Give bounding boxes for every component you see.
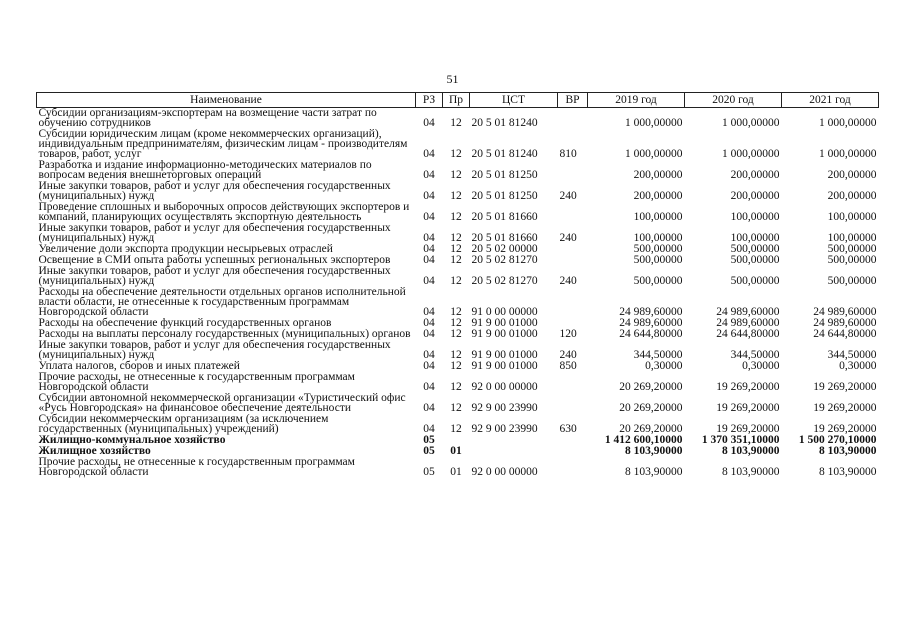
cell-2021: 19 269,20000 [813,423,877,435]
cell-2019: 200,00000 [633,190,683,202]
header-rz: РЗ [416,93,443,108]
cell-name: Иные закупки товаров, работ и услуг для обеспечения государственных (муниципальных) нужд [38,339,391,361]
table-row [37,414,879,435]
cell-2021: 1 000,00000 [819,117,877,129]
cell-2020: 100,00000 [730,211,780,223]
cell-2021: 100,00000 [827,232,877,244]
cell-2019: 100,00000 [633,211,683,223]
header-vr: ВР [558,93,588,108]
cell-vr: 850 [559,360,577,372]
header-name: Наименование [37,93,416,108]
cell-2021: 200,00000 [827,169,877,181]
cell-cst: 92 9 00 23990 [471,423,538,435]
cell-2020: 24 644,80000 [716,328,780,340]
cell-2020: 1 370 351,10000 [701,434,780,446]
cell-cst: 20 5 01 81660 [471,211,538,223]
cell-name: Расходы на обеспечение деятельности отдельных органов исполнительной власти области, не отнесенные к государственным программам Новгородской области [38,286,406,318]
cell-2020: 500,00000 [730,243,780,255]
cell-2021: 100,00000 [827,211,877,223]
cell-name: Уплата налогов, сборов и иных платежей [38,360,240,372]
cell-2019: 500,00000 [633,275,683,287]
cell-pr: 12 [450,211,462,223]
cell-vr [558,446,588,457]
cell-name: Субсидии некоммерческим организациям (за исключением государственных (муниципальных) учреждений) [38,413,329,435]
cell-rz: 04 [423,423,435,435]
cell-name: Иные закупки товаров, работ и услуг для обеспечения государственных (муниципальных) нужд [38,265,391,287]
header-2019: 2019 год [588,93,685,108]
cell-cst: 91 0 00 00000 [471,306,538,318]
cell-name: Прочие расходы, не отнесенные к государственным программам Новгородской области [38,456,355,478]
cell-name: Иные закупки товаров, работ и услуг для обеспечения государственных (муниципальных) нужд [38,222,391,244]
cell-vr [558,244,588,255]
cell-rz: 04 [423,148,435,160]
cell-2019: 8 103,90000 [625,445,683,457]
cell-rz: 04 [423,117,435,129]
cell-cst: 91 9 00 01000 [471,317,538,329]
cell-2019: 0,30000 [645,360,683,372]
cell-2020: 19 269,20000 [716,402,780,414]
cell-pr: 12 [450,169,462,181]
cell-rz: 04 [423,232,435,244]
cell-rz: 04 [423,169,435,181]
cell-cst: 20 5 02 81270 [471,275,538,287]
cell-2020: 344,50000 [730,349,780,361]
cell-2019: 8 103,90000 [625,466,683,478]
cell-pr: 12 [450,317,462,329]
cell-vr [558,372,588,393]
cell-name: Увеличение доли экспорта продукции несырьевых отраслей [38,243,333,255]
cell-2019: 200,00000 [633,169,683,181]
cell-vr: 810 [559,148,577,160]
table-row [37,108,879,130]
cell-2020: 19 269,20000 [716,423,780,435]
cell-2021: 500,00000 [827,243,877,255]
cell-name: Субсидии юридическим лицам (кроме некоммерческих организаций), индивидуальным предпринимателям, физическим лицам - производителям товаров, работ, услуг [38,128,408,160]
cell-cst: 20 5 01 81660 [471,232,538,244]
cell-2021: 500,00000 [827,275,877,287]
cell-2021: 500,00000 [827,254,877,266]
cell-pr: 12 [450,349,462,361]
table-row [37,202,879,223]
cell-2021: 344,50000 [827,349,877,361]
cell-pr: 12 [450,328,462,340]
cell-cst: 92 0 00 00000 [471,381,538,393]
cell-rz: 04 [423,254,435,266]
cell-2021: 24 989,60000 [813,306,877,318]
cell-vr [558,435,588,446]
cell-2020: 8 103,90000 [722,466,780,478]
cell-2020: 500,00000 [730,254,780,266]
cell-cst: 20 5 02 81270 [471,254,538,266]
cell-2019: 24 644,80000 [619,328,683,340]
cell-rz: 05 [423,434,435,446]
cell-rz: 05 [423,445,435,457]
cell-rz: 04 [423,211,435,223]
cell-2021: 200,00000 [827,190,877,202]
cell-cst: 20 5 02 00000 [471,243,538,255]
cell-2019: 1 412 600,10000 [604,434,683,446]
cell-rz: 04 [423,317,435,329]
table-row [37,266,879,287]
cell-2020: 0,30000 [742,360,780,372]
cell-name: Расходы на обеспечение функций государственных органов [38,317,332,329]
cell-pr: 12 [450,232,462,244]
cell-vr: 240 [559,190,577,202]
table-row [37,160,879,181]
cell-vr [558,202,588,223]
cell-2019: 500,00000 [633,243,683,255]
cell-rz: 04 [423,275,435,287]
cell-2020: 1 000,00000 [722,117,780,129]
cell-name: Субсидии автономной некоммерческой организации «Туристический офис «Русь Новгородская» на финансовое обеспечение деятельности [38,392,406,414]
cell-pr: 12 [450,360,462,372]
cell-name: Жилищное хозяйство [38,445,151,457]
cell-cst: 91 9 00 01000 [471,328,538,340]
cell-2021: 8 103,90000 [819,466,877,478]
cell-pr: 12 [450,402,462,414]
cell-pr: 12 [450,423,462,435]
table-row [37,287,879,318]
cell-rz: 04 [423,360,435,372]
cell-cst: 20 5 01 81250 [471,169,538,181]
cell-cst: 91 9 00 01000 [471,360,538,372]
cell-2019: 344,50000 [633,349,683,361]
cell-name: Жилищно-коммунальное хозяйство [38,434,226,446]
cell-pr: 12 [450,275,462,287]
cell-2020: 8 103,90000 [722,445,780,457]
cell-pr: 12 [450,148,462,160]
header-cst: ЦСТ [470,93,558,108]
cell-2019: 1 000,00000 [625,117,683,129]
cell-cst: 92 0 00 00000 [471,466,538,478]
cell-pr: 12 [450,306,462,318]
header-2021: 2021 год [782,93,879,108]
cell-name: Расходы на выплаты персоналу государственных (муниципальных) органов [38,328,411,340]
cell-rz: 04 [423,349,435,361]
cell-cst [470,435,558,446]
cell-2019: 24 989,60000 [619,317,683,329]
cell-cst: 20 5 01 81240 [471,117,538,129]
cell-2019: 500,00000 [633,254,683,266]
cell-2019: 100,00000 [633,232,683,244]
table-row [37,340,879,361]
cell-name: Субсидии организациям-экспортерам на возмещение части затрат по обучению сотрудников [38,107,377,129]
table-header-row [37,93,879,108]
cell-2019: 1 000,00000 [625,148,683,160]
cell-pr: 12 [450,243,462,255]
cell-2021: 19 269,20000 [813,402,877,414]
cell-vr [558,108,588,130]
cell-2021: 0,30000 [839,360,877,372]
cell-2021: 1 500 270,10000 [798,434,877,446]
header-pr: Пр [443,93,470,108]
cell-vr: 630 [559,423,577,435]
cell-2020: 24 989,60000 [716,306,780,318]
cell-rz: 04 [423,381,435,393]
cell-vr [558,457,588,478]
table-row [37,457,879,478]
table-body [37,108,879,479]
cell-2021: 24 644,80000 [813,328,877,340]
cell-vr [558,160,588,181]
cell-2020: 1 000,00000 [722,148,780,160]
cell-cst: 20 5 01 81250 [471,190,538,202]
cell-rz: 04 [423,190,435,202]
cell-pr: 01 [450,466,462,478]
header-2020: 2020 год [685,93,782,108]
cell-vr: 240 [559,232,577,244]
cell-pr: 12 [450,381,462,393]
cell-pr: 12 [450,117,462,129]
cell-2020: 19 269,20000 [716,381,780,393]
cell-vr [558,255,588,266]
cell-2020: 500,00000 [730,275,780,287]
cell-rz: 04 [423,402,435,414]
cell-2021: 8 103,90000 [819,445,877,457]
cell-rz: 04 [423,243,435,255]
cell-2020: 24 989,60000 [716,317,780,329]
cell-cst [470,446,558,457]
cell-vr [558,287,588,318]
table-row [37,372,879,393]
cell-rz: 05 [423,466,435,478]
cell-name: Освещение в СМИ опыта работы успешных региональных экспортеров [38,254,391,266]
cell-2020: 200,00000 [730,190,780,202]
cell-name: Разработка и издание информационно-методических материалов по вопросам ведения внешнеторговых операций [38,159,372,181]
cell-pr: 12 [450,254,462,266]
cell-2020: 100,00000 [730,232,780,244]
page-number: 51 [446,72,459,86]
cell-2021: 1 000,00000 [819,148,877,160]
cell-2021: 24 989,60000 [813,317,877,329]
cell-2020: 200,00000 [730,169,780,181]
cell-vr: 240 [559,349,577,361]
cell-2019: 20 269,20000 [619,381,683,393]
table-row [37,393,879,414]
cell-2019: 20 269,20000 [619,402,683,414]
cell-name: Иные закупки товаров, работ и услуг для обеспечения государственных (муниципальных) нужд [38,180,391,202]
table-row [37,223,879,244]
cell-2019: 20 269,20000 [619,423,683,435]
budget-table [36,92,879,478]
cell-2019: 24 989,60000 [619,306,683,318]
cell-vr: 240 [559,275,577,287]
cell-pr: 01 [450,445,462,457]
cell-rz: 04 [423,306,435,318]
cell-name: Прочие расходы, не отнесенные к государственным программам Новгородской области [38,371,355,393]
cell-2021: 19 269,20000 [813,381,877,393]
cell-name: Проведение сплошных и выборочных опросов действующих экспортеров и компаний, планирующих осуществлять экспортную деятельность [38,201,410,223]
cell-rz: 04 [423,328,435,340]
cell-pr: 12 [450,190,462,202]
table-row [37,129,879,160]
cell-cst: 91 9 00 01000 [471,349,538,361]
cell-cst: 20 5 01 81240 [471,148,538,160]
table-row [37,181,879,202]
cell-vr [558,393,588,414]
cell-vr: 120 [559,328,577,340]
cell-cst: 92 9 00 23990 [471,402,538,414]
